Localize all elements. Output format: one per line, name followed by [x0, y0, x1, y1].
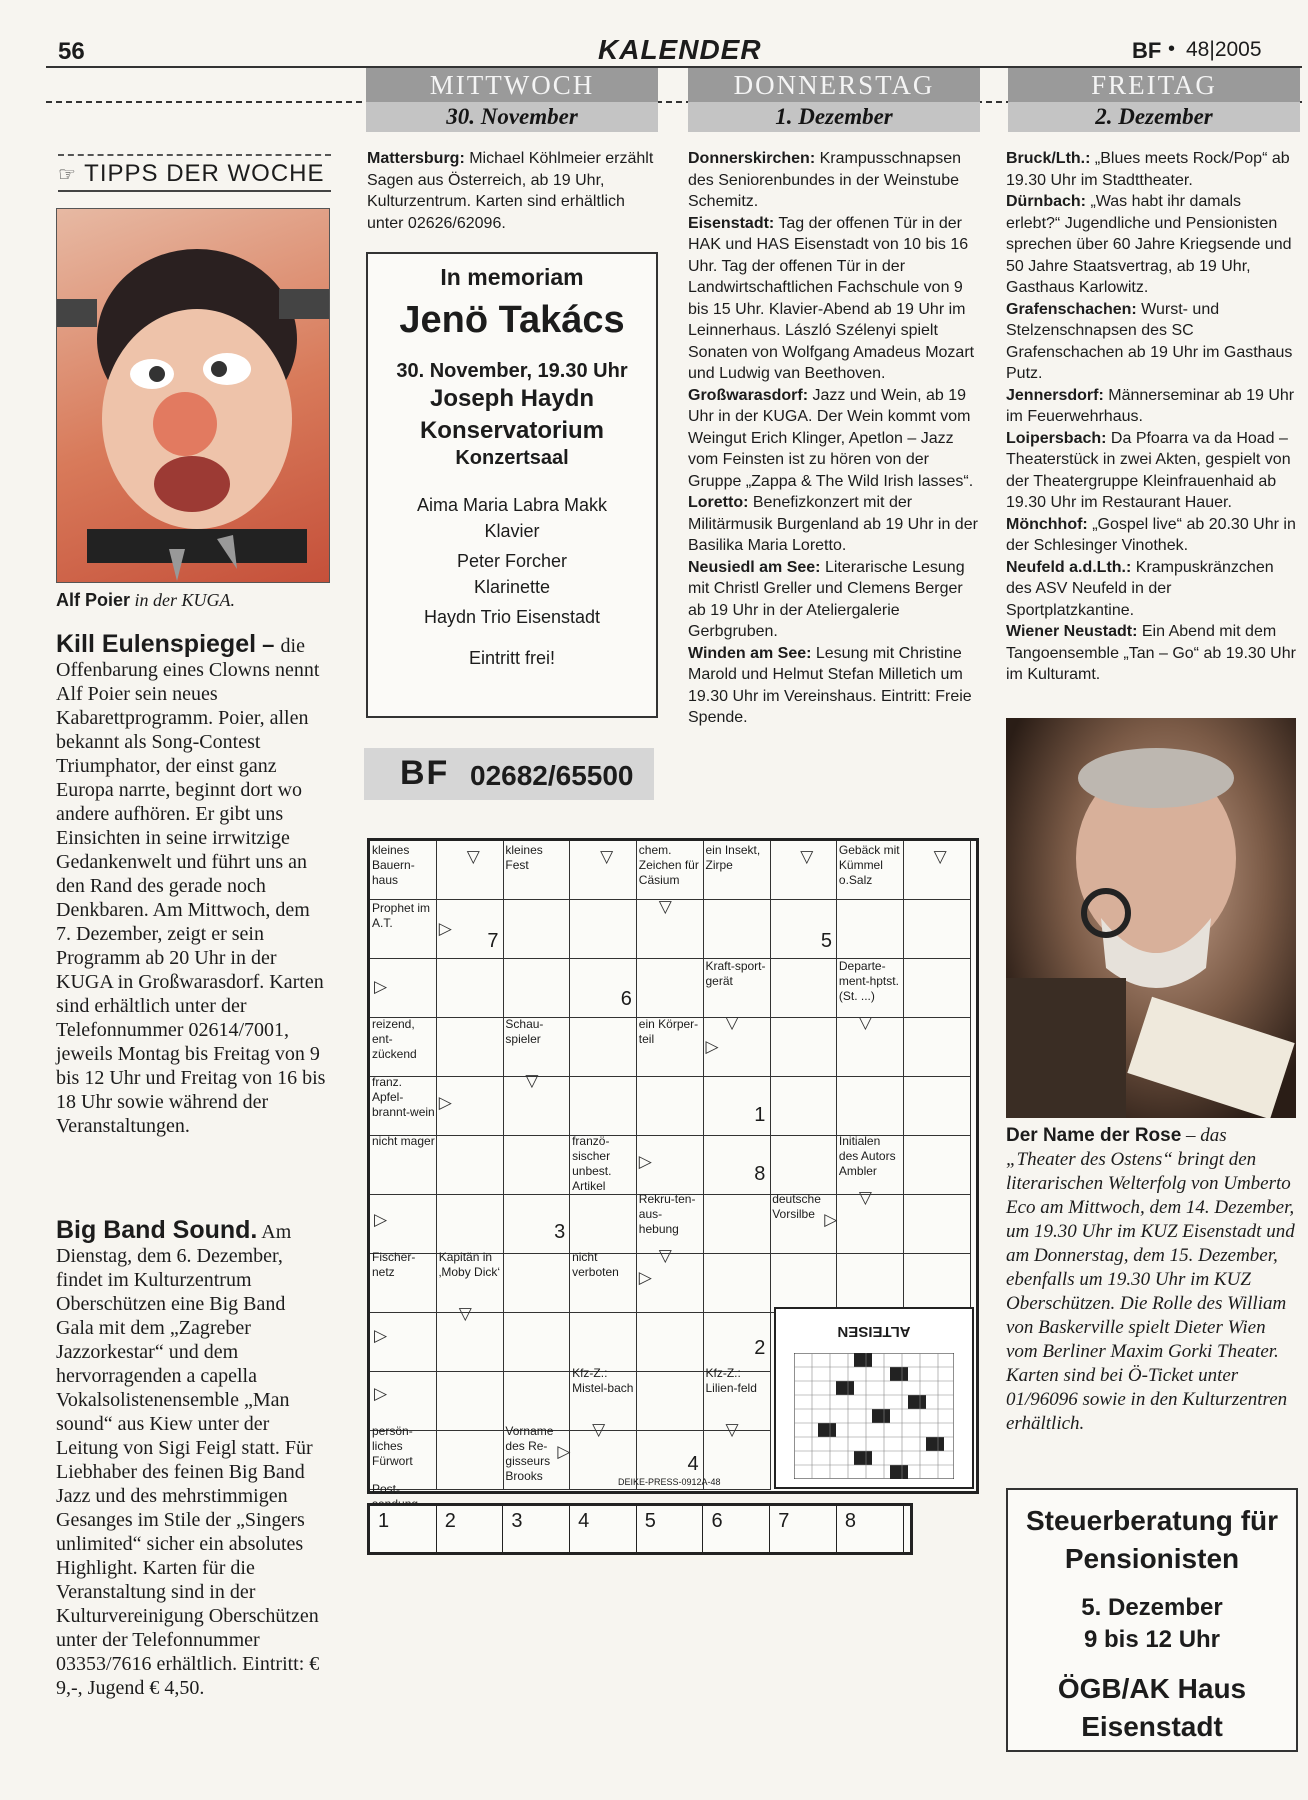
crossword-cell[interactable]	[504, 1313, 571, 1372]
crossword-clue: kleines Bauern-haus	[372, 843, 415, 887]
event-text: Wurst- und Stelzenschnapsen des SC Grafenschachen ab 19 Uhr im Gasthaus Putz.	[1006, 300, 1293, 382]
arrow-right-icon: ▷	[638, 1151, 652, 1171]
reader-illustration	[1006, 718, 1296, 1118]
page-number: 56	[58, 38, 85, 65]
memoriam-entry: Eintritt frei!	[468, 648, 556, 668]
crossword-grid	[367, 838, 979, 1497]
crossword-cell[interactable]	[437, 1431, 504, 1490]
crossword-cell[interactable]	[437, 1195, 504, 1254]
crossword-cell[interactable]	[837, 1254, 904, 1313]
memoriam-venue: Konservatorium	[419, 417, 605, 444]
event-place: Jennersdorf:	[1006, 386, 1104, 404]
crossword-cell[interactable]	[904, 1018, 971, 1077]
event-text: Michael Köhlmeier erzählt Sagen aus Österreich, ab 19 Uhr, Kulturzentrum. Karten sind erhältlich unter 02626/62096.	[367, 150, 654, 232]
arrow-down-icon: ▽	[592, 1420, 606, 1440]
crossword-cell[interactable]	[437, 959, 504, 1018]
day-header-wednesday	[366, 68, 658, 132]
crossword-clue: Vorname des Re-gisseurs Brooks	[505, 1424, 554, 1484]
crossword-cell[interactable]	[570, 1195, 637, 1254]
steuer-date: 5. Dezember	[1081, 1594, 1223, 1621]
crossword-cell[interactable]	[504, 1136, 571, 1195]
cell-number: 4	[687, 1453, 699, 1476]
arrow-down-icon: ▽	[858, 1187, 872, 1207]
bf-logo: BF	[400, 754, 450, 792]
caption-italic: in der KUGA.	[130, 590, 236, 610]
crossword-cell[interactable]	[904, 1254, 971, 1313]
event-entry	[688, 385, 980, 493]
cell-number: 1	[754, 1104, 766, 1127]
crossword-clue: Initialen des Autors Ambler	[838, 1133, 896, 1178]
memoriam-venue: Joseph Haydn	[429, 385, 595, 412]
event-entry	[688, 492, 980, 557]
arrow-down-icon: ▽	[933, 847, 947, 866]
article-heading: Kill Eulenspiegel	[56, 630, 257, 658]
event-text: „Was habt ihr damals erlebt?“ Jugendliche und Pensionisten sprechen über 60 Jahre Kriegsende und 50 Jahre Staatsvertrag, ab 19 Uhr, Gasthaus Karlowitz.	[1006, 193, 1292, 296]
crossword-clue: Kfz-Z.: Lilien-feld	[705, 1366, 757, 1396]
arrow-right-icon: ▷	[824, 1209, 838, 1229]
day-date: 2. Dezember	[1008, 102, 1300, 132]
memoriam-instrument: Klavier	[484, 521, 540, 541]
crossword-cell[interactable]	[771, 959, 838, 1018]
crossword-clue: persön-liches Fürwort	[372, 1424, 413, 1469]
section-title: KALENDER	[598, 34, 762, 65]
arrow-down-icon: ▽	[525, 1071, 539, 1091]
crossword-clue: Schau-spieler	[505, 1017, 544, 1047]
event-place: Mattersburg:	[367, 150, 465, 167]
crossword-cell[interactable]	[637, 1372, 704, 1431]
article-kill-eulenspiegel	[56, 632, 326, 1138]
cell-number: 3	[554, 1220, 566, 1243]
event-entry	[688, 643, 980, 729]
event-text: Männerseminar ab 19 Uhr im Feuerwehrhaus.	[1006, 386, 1295, 425]
event-text: Lesung mit Christine Marold und Helmut Stefan Milletich um 19.30 Uhr im Vereinshaus. Eintritt: Freie Spende.	[688, 644, 972, 726]
caption-bold: Alf Poier	[56, 590, 131, 610]
steuer-place: ÖGB/AK Haus	[1057, 1673, 1247, 1704]
crossword-cell[interactable]	[771, 1077, 838, 1136]
event-entry	[1006, 514, 1296, 557]
event-entry	[1006, 428, 1296, 514]
event-entry	[1006, 557, 1296, 622]
event-text: Krampuskränzchen des ASV Neufeld in der Sportplatzkantine.	[1006, 558, 1274, 619]
crossword-cell[interactable]	[437, 1372, 504, 1431]
tipps-heading	[58, 154, 331, 192]
solution-row	[367, 1503, 913, 1555]
crossword-cell[interactable]	[771, 1136, 838, 1195]
crossword-clue: Gebäck mit Kümmel o.Salz	[838, 843, 900, 887]
event-text: Jazz und Wein, ab 19 Uhr in der KUGA. Der Wein kommt vom Weingut Erich Klinger, Apetlon – Jazz vom Feinsten ist zu hören von der Gruppe „Zappa & The Wild Irish lasses“.	[688, 386, 974, 490]
day-name: DONNERSTAG	[733, 70, 935, 100]
solution-slot[interactable]: 8	[837, 1506, 904, 1552]
solution-mini-grid	[794, 1353, 954, 1479]
crossword-cell[interactable]	[437, 1136, 504, 1195]
event-entry	[1006, 191, 1296, 299]
solution-panel	[774, 1307, 974, 1489]
memoriam-hall: Konzertsaal	[455, 447, 569, 469]
solution-slot[interactable]: 5	[637, 1506, 704, 1552]
brand-logo: BF	[1132, 38, 1162, 63]
rose-caption	[1006, 1124, 1296, 1436]
crossword-cell[interactable]	[570, 1077, 637, 1136]
crossword-cell[interactable]	[904, 1077, 971, 1136]
arrow-down-icon: ▽	[858, 1013, 872, 1033]
clown-photo	[56, 208, 330, 583]
bf-phone-banner	[364, 748, 654, 800]
crossword-clue: Kapitän in ‚Moby Dick‘	[438, 1249, 501, 1279]
arrow-down-icon: ▽	[466, 847, 480, 866]
crossword-clue: Rekru-ten-aus-hebung	[638, 1191, 696, 1236]
event-place: Loipersbach:	[1006, 429, 1107, 447]
memoriam-instrument: Klarinette	[473, 577, 551, 597]
event-place: Großwarasdorf:	[688, 386, 809, 404]
event-place: Bruck/Lth.:	[1006, 150, 1091, 167]
solution-slot[interactable]: 4	[570, 1506, 637, 1552]
arrow-down-icon: ▽	[658, 897, 672, 917]
event-place: Wiener Neustadt:	[1006, 623, 1138, 640]
event-text: Krampusschnapsen des Seniorenbundes in der Weinstube Schemitz.	[688, 150, 961, 210]
event-text: Ein Abend mit dem Tangoensemble „Tan – Go“ ab 19.30 Uhr im Kulturamt.	[1006, 623, 1296, 683]
memoriam-performer: Haydn Trio Eisenstadt	[423, 607, 601, 627]
crossword-clue: ein Körper-teil	[638, 1017, 699, 1047]
tipps-title: TIPPS DER WOCHE	[84, 160, 325, 187]
event-entry	[688, 148, 980, 213]
event-place: Eisenstadt:	[688, 214, 775, 232]
caption-bold: Der Name der Rose	[1006, 1125, 1182, 1146]
event-place: Neufeld a.d.Lth.:	[1006, 558, 1132, 576]
crossword-cell[interactable]	[637, 1313, 704, 1372]
event-place: Loretto:	[688, 494, 749, 511]
crossword-clue: Prophet im A.T.	[372, 901, 431, 931]
crossword-clue: Fischer-netz	[372, 1249, 416, 1279]
crossword-cell[interactable]	[904, 1136, 971, 1195]
steuer-title: Steuerberatung für	[1025, 1505, 1279, 1536]
solution-slot[interactable]: 2	[437, 1506, 504, 1552]
crossword-cell[interactable]	[504, 1254, 571, 1313]
crossword-cell[interactable]	[704, 900, 771, 959]
arrow-down-icon: ▽	[458, 1303, 472, 1323]
crossword-cell[interactable]	[704, 1254, 771, 1313]
crossword-credit: DEIKE-PRESS-0912A-48	[618, 1477, 721, 1487]
wednesday-events	[367, 148, 657, 234]
event-place: Donnerskirchen:	[688, 150, 816, 167]
day-date: 1. Dezember	[688, 102, 980, 132]
article-dash: –	[256, 632, 281, 657]
crossword-clue: Departe-ment-hptst. (St. ...)	[838, 959, 899, 1004]
day-date: 30. November	[366, 102, 658, 132]
solution-slot[interactable]: 6	[704, 1506, 771, 1552]
day-name: FREITAG	[1091, 70, 1217, 100]
memoriam-performer: Peter Forcher	[456, 551, 568, 571]
event-place: Grafenschachen:	[1006, 300, 1137, 318]
memoriam-performer: Aima Maria Labra Makk	[416, 495, 608, 515]
thursday-events	[688, 148, 980, 729]
arrow-right-icon: ▷	[374, 977, 388, 997]
crossword-cell[interactable]	[771, 1254, 838, 1313]
arrow-right-icon: ▷	[438, 919, 452, 939]
crossword-clue: nicht mager	[372, 1133, 435, 1148]
arrow-right-icon: ▷	[374, 1209, 388, 1229]
arrow-right-icon: ▷	[374, 1384, 388, 1404]
crossword-cell[interactable]	[771, 1018, 838, 1077]
event-text: „Gospel live“ ab 20.30 Uhr in der Schlesinger Vinothek.	[1006, 515, 1296, 554]
memoriam-title: In memoriam	[440, 264, 584, 290]
event-text: Benefizkonzert mit der Militärmusik Burgenland ab 19 Uhr in der Basilika Maria Loretto.	[688, 494, 978, 554]
event-place: Dürnbach:	[1006, 193, 1086, 210]
steuer-place: Eisenstadt	[1081, 1711, 1223, 1742]
crossword-cell[interactable]	[904, 959, 971, 1018]
solution-slot[interactable]: 1	[370, 1506, 437, 1552]
solution-title: ALTEISEN	[837, 1323, 911, 1340]
event-text: „Blues meets Rock/Pop“ ab 19.30 Uhr im Stadttheater.	[1006, 150, 1290, 189]
crossword-cell[interactable]	[504, 959, 571, 1018]
event-entry	[688, 213, 980, 385]
crossword-clue: Kfz-Z.: Mistel-bach	[572, 1366, 634, 1396]
crossword-clue: Post-	[372, 1482, 401, 1497]
event-entry	[1006, 385, 1296, 428]
pointing-hand-icon: ☞	[58, 164, 77, 186]
cell-number: 6	[620, 988, 632, 1011]
crossword-cell[interactable]	[637, 959, 704, 1018]
solution-slot[interactable]: 7	[770, 1506, 837, 1552]
arrow-right-icon: ▷	[374, 1325, 388, 1345]
caption-text: – das „Theater des Ostens“ bringt den literarischen Welterfolg von Umberto Eco am Mittwoch, dem 14. Dezember, um 19.30 Uhr im KUZ Eisenstadt und am Donnerstag, dem 15. Dezember, ebenfalls um 19.30 Uhr im KUZ Oberschützen. Die Rolle des William von Baskerville spielt Dieter Wien vom Berliner Maxim Gorki Theater. Karten sind bei Ö-Ticket unter 01/96096 sowie in den Kulturzentren erhältlich.	[1006, 1125, 1295, 1434]
event-place: Mönchhof:	[1006, 515, 1088, 533]
crossword-cell[interactable]	[904, 900, 971, 959]
event-text: Literarische Lesung mit Christl Greller und Clemens Berger ab 19 Uhr in der Ateliergalerie Gerbgruben.	[688, 558, 965, 640]
crossword-cell[interactable]	[704, 1195, 771, 1254]
event-entry	[1006, 148, 1296, 191]
arrow-right-icon: ▷	[557, 1442, 571, 1462]
cell-number: 2	[754, 1336, 766, 1359]
steuer-title: Pensionisten	[1064, 1543, 1240, 1574]
cell-number: 7	[487, 930, 499, 953]
day-name: MITTWOCH	[429, 70, 595, 100]
arrow-down-icon: ▽	[800, 847, 814, 866]
event-entry	[1006, 299, 1296, 385]
bullet: •	[1168, 38, 1176, 60]
arrow-down-icon: ▽	[725, 1013, 739, 1033]
arrow-right-icon: ▷	[638, 1267, 652, 1287]
memoriam-box	[366, 252, 658, 718]
crossword-clue: Kraft-sport-gerät	[705, 959, 766, 989]
day-header-thursday	[688, 68, 980, 132]
arrow-right-icon: ▷	[705, 1037, 719, 1057]
crossword-clue: nicht verboten	[572, 1249, 619, 1279]
crossword-cell[interactable]	[437, 1018, 504, 1077]
solution-slot[interactable]: 3	[503, 1506, 570, 1552]
crossword-clue: ein Insekt, Zirpe	[705, 843, 761, 872]
crossword-cell[interactable]	[570, 1018, 637, 1077]
event-place: Neusiedl am See:	[688, 558, 821, 576]
article-heading: Big Band Sound.	[56, 1216, 258, 1244]
crossword-clue: chem. Zeichen für Cäsium	[638, 843, 699, 887]
event-entry	[367, 148, 657, 234]
arrow-down-icon: ▽	[600, 847, 614, 866]
day-header-friday	[1008, 68, 1300, 132]
arrow-down-icon: ▽	[658, 1245, 672, 1265]
bf-phone: 02682/65500	[470, 760, 634, 791]
issue-number: 48|2005	[1186, 38, 1262, 61]
crossword-cell[interactable]	[837, 900, 904, 959]
crossword-clue: deutsche Vorsilbe	[772, 1191, 821, 1221]
cell-number: 8	[754, 1162, 766, 1185]
friday-events	[1006, 148, 1296, 686]
memoriam-datetime: 30. November, 19.30 Uhr	[396, 360, 628, 382]
crossword-cell[interactable]	[904, 1195, 971, 1254]
event-place: Winden am See:	[688, 644, 812, 662]
crossword-cell[interactable]	[570, 1313, 637, 1372]
arrow-down-icon: ▽	[725, 1420, 739, 1440]
crossword-clue: franzö-sischer unbest. Artikel	[572, 1133, 612, 1193]
event-entry	[688, 557, 980, 643]
crossword-clue: franz. Apfel-brannt-wein	[372, 1075, 435, 1120]
article-body: Am Dienstag, dem 6. Dezember, findet im Kulturzentrum Oberschützen eine Big Band Gala mit dem „Zagreber Jazzorkestar“ und dem hervorragenden a capella Vokalsolistenensemble „Man sound“ aus Kiew unter der Leitung von Sigi Feigl statt. Für Liebhaber des feinen Big Band Jazz und des mehrstimmigen Gesanges im Stile der „Singers unlimited“ sicher ein absolutes Highlight. Karten für die Veranstaltung sind in der Kulturvereinigung Oberschützen unter der Telefonnummer 03353/7616 erhältlich. Eintritt: € 9,-, Jugend € 4,50.	[56, 1221, 320, 1699]
crossword-cell[interactable]	[570, 900, 637, 959]
steuer-time: 9 bis 12 Uhr	[1083, 1626, 1221, 1653]
crossword-clue: kleines Fest	[505, 843, 543, 872]
clown-illustration	[57, 209, 329, 582]
event-text: Tag der offenen Tür in der HAK und HAS Eisenstadt von 10 bis 16 Uhr. Tag der offenen Tür in der Landwirtschaftlichen Fachschule von 9 bis 15 Uhr. Klavier-Abend ab 19 Uhr im Leinnerhaus. László Szélenyi spielt Sonaten von Wolfgang Amadeus Mozart und Ludwig van Beethoven.	[688, 214, 975, 382]
cell-number: 5	[820, 930, 833, 953]
article-body: die Offenbarung eines Clowns nennt Alf Poier sein neues Kabarettprogramm. Poier, allen bekannt als Song-Contest Triumphator, der einst ganz Europa narrte, beginnt dort wo andere aufhören. Er gibt uns Einsichten in seine irrwitzige Gedankenwelt und führt uns an den Rand des gerade noch Denkbaren. Am Mittwoch, dem 7. Dezember, zeigt er sein Programm ab 20 Uhr in der KUGA in Großwarasdorf. Karten sind erhältlich unter der Telefonnummer 02614/7001, jeweils Montag bis Freitag von 9 bis 12 Uhr und Freitag von 16 bis 18 Uhr sowie während der Veranstaltungen.	[56, 635, 326, 1137]
event-entry	[1006, 621, 1296, 686]
rose-photo	[1006, 718, 1296, 1118]
steuer-box	[1006, 1488, 1298, 1752]
event-text: Da Pfoarra va da Hoad – Theaterstück in zwei Akten, gespielt von der Theatergruppe Kleinfrauenhaid ab 19.30 Uhr im Restaurant Hauer.	[1006, 429, 1291, 511]
crossword-clue: reizend, ent-zückend	[372, 1017, 417, 1062]
crossword-cell[interactable]	[637, 1077, 704, 1136]
article-big-band	[56, 1218, 326, 1700]
photo-caption	[56, 590, 235, 611]
arrow-right-icon: ▷	[438, 1093, 452, 1113]
memoriam-name: Jenö Takács	[399, 299, 625, 341]
crossword-cell[interactable]	[837, 1077, 904, 1136]
crossword-cell[interactable]	[504, 900, 571, 959]
